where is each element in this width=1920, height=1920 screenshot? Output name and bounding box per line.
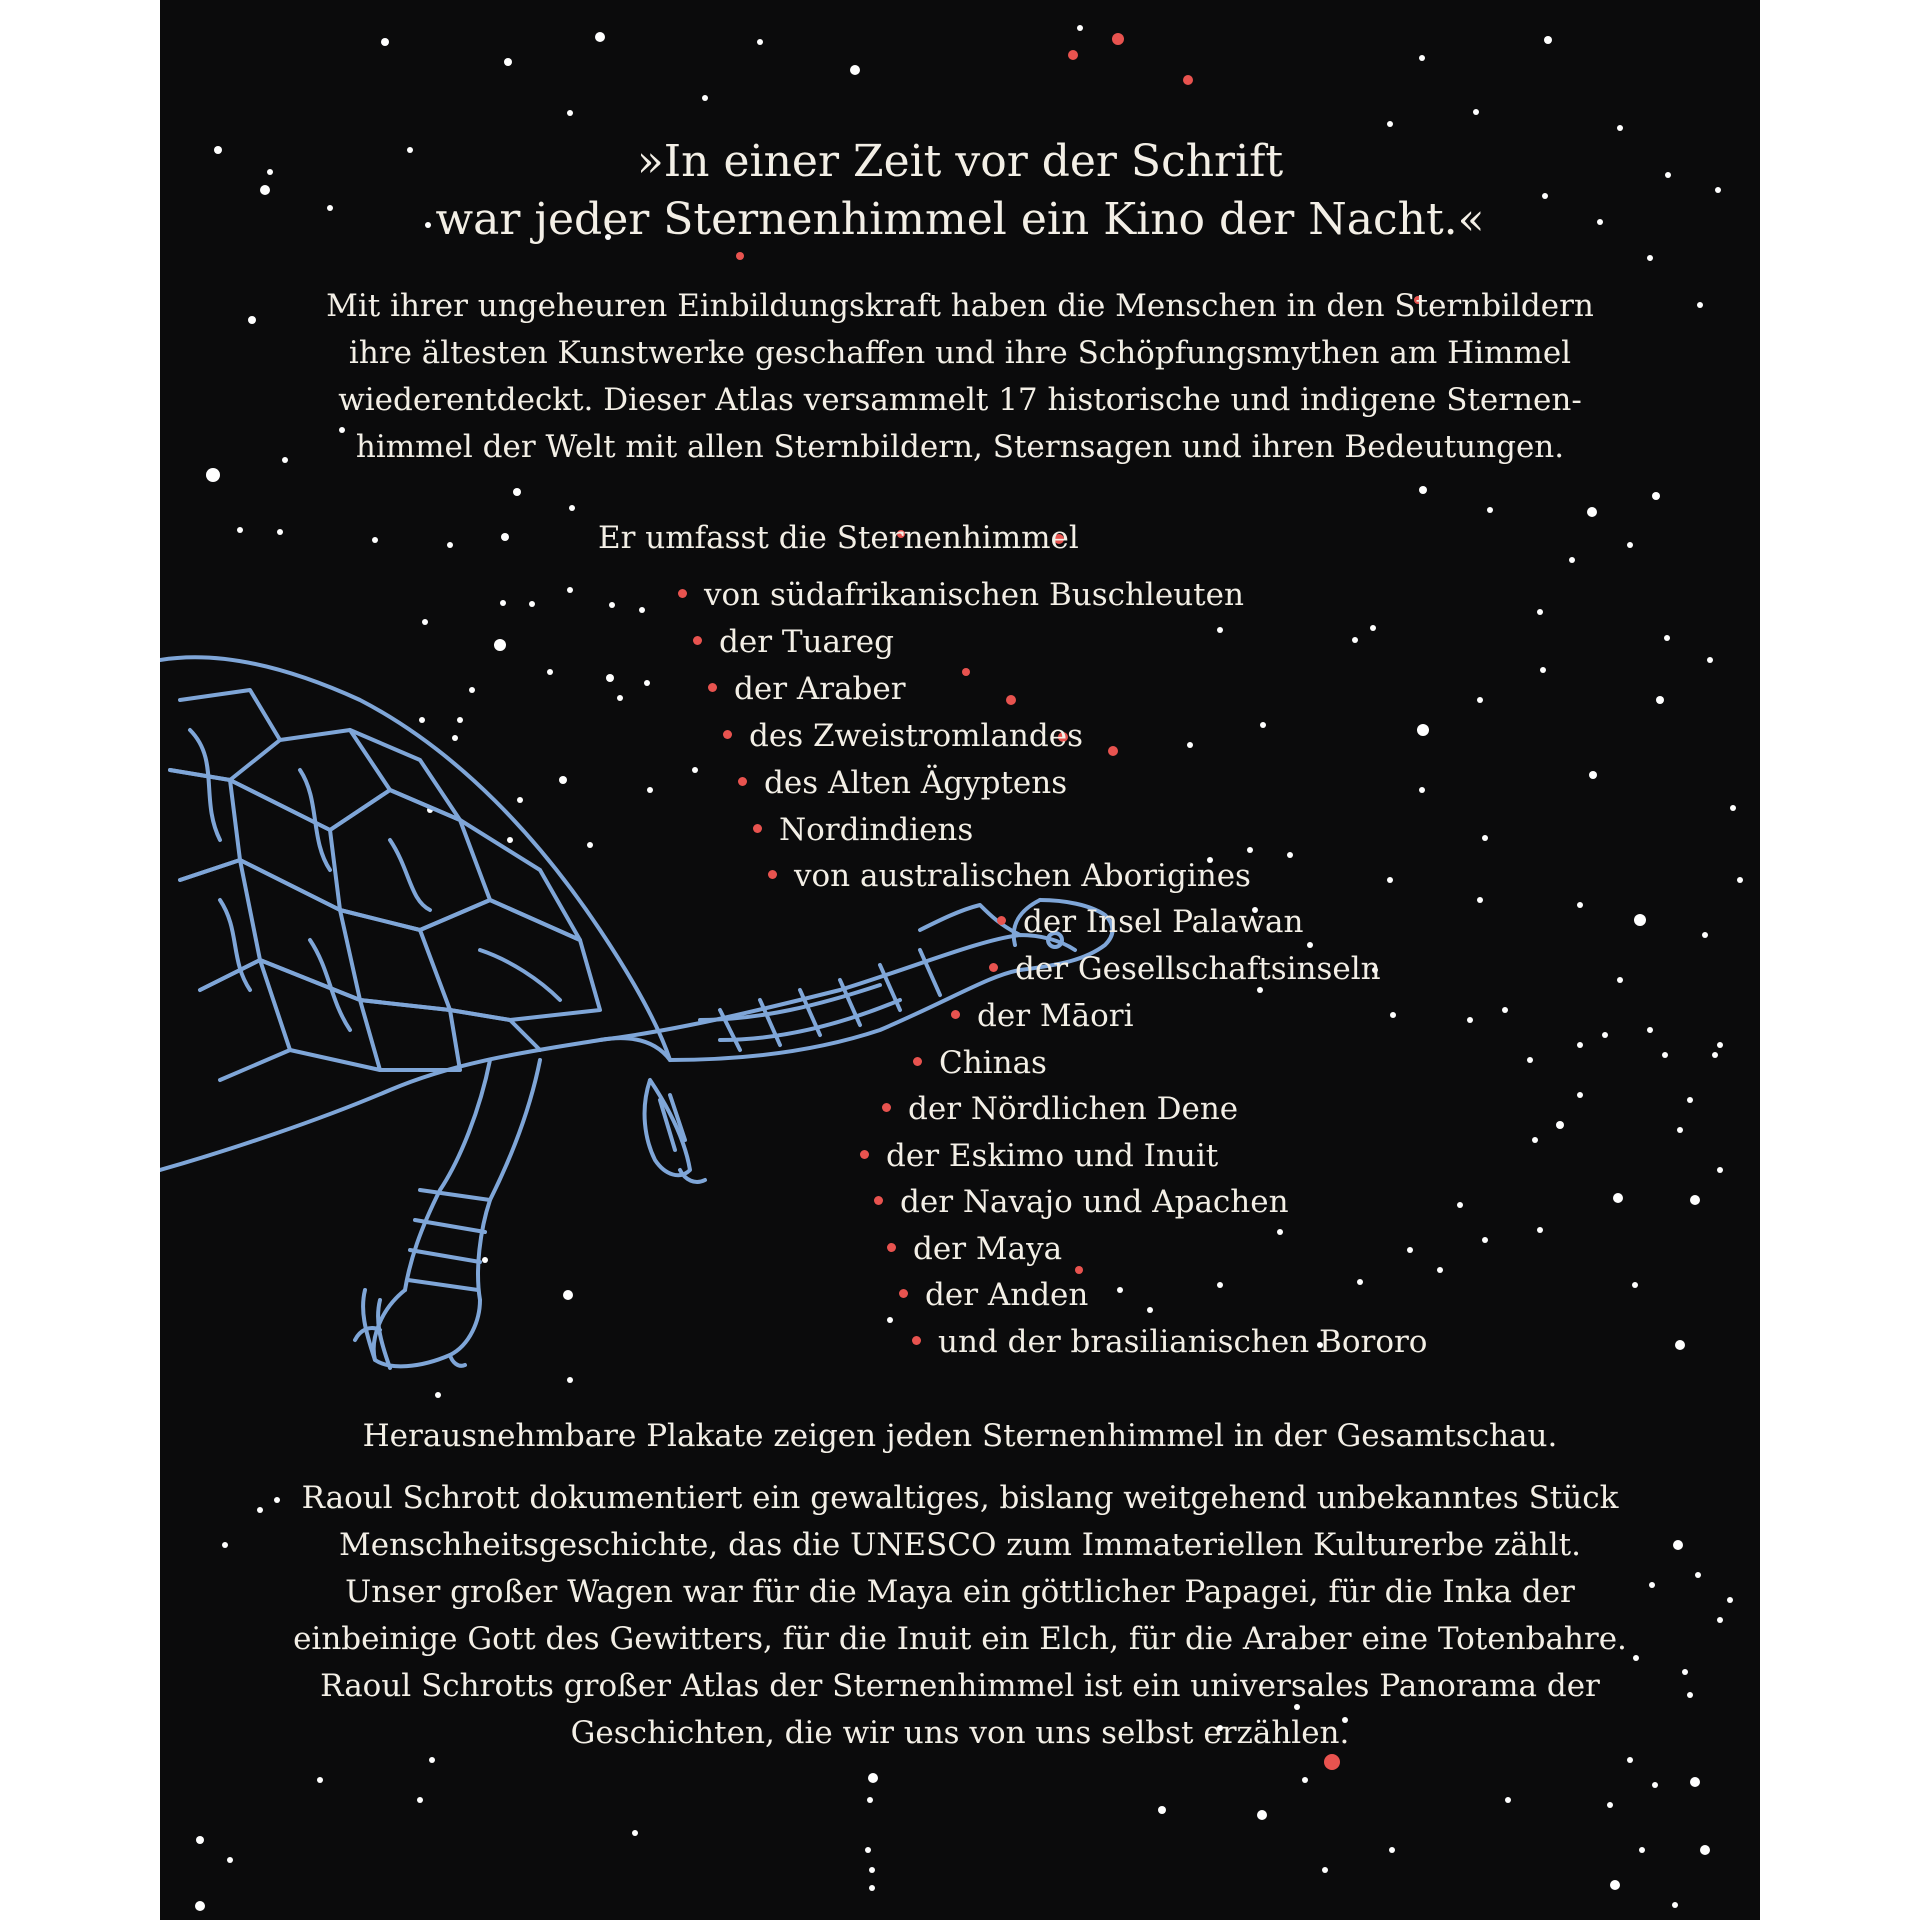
star-icon [768,870,777,879]
star-icon [912,1336,921,1345]
list-item: der Gesellschaftsinseln [989,949,1381,989]
list-item: der Eskimo und Inuit [860,1136,1218,1176]
quote-line-1: »In einer Zeit vor der Schrift [636,136,1284,187]
intro-paragraph [160,283,1760,471]
book-back-cover [160,0,1760,1920]
closing-line: einbeinige Gott des Gewitters, für die Inuit ein Elch, für die Araber eine Totenbahre. [293,1621,1627,1657]
intro-line: ihre ältesten Kunstwerke geschaffen und ihre Schöpfungsmythen am Himmel [348,335,1572,371]
list-item: von australischen Aborigines [768,856,1251,896]
star-icon [951,1010,960,1019]
star-icon [723,730,732,739]
list-item: Nordindiens [753,810,973,850]
star-icon [913,1057,922,1066]
star-icon [887,1243,896,1252]
closing-paragraph [160,1475,1760,1757]
intro-line: himmel der Welt mit allen Sternbildern, Sternsagen und ihren Bedeutungen. [355,429,1565,465]
closing-line: Menschheitsgeschichte, das die UNESCO zum Immateriellen Kulturerbe zählt. [339,1527,1581,1563]
list-item: der Tuareg [693,622,894,662]
star-icon [693,636,702,645]
closing-line: Raoul Schrott dokumentiert ein gewaltiges, bislang weitgehend unbekanntes Stück [301,1480,1619,1516]
star-icon [708,683,717,692]
closing-line: Unser großer Wagen war für die Maya ein göttlicher Papagei, für die Inka der [345,1574,1575,1610]
quote-line-2: war jeder Sternenhimmel ein Kino der Nacht.« [435,194,1485,245]
star-icon [882,1103,891,1112]
star-icon [860,1150,869,1159]
list-item: des Alten Ägyptens [738,763,1067,803]
star-icon [874,1196,883,1205]
quote-title [160,133,1760,249]
star-icon [678,589,687,598]
list-item: der Navajo und Apachen [874,1182,1289,1222]
list-item: der Nördlichen Dene [882,1089,1238,1129]
intro-line: wiederentdeckt. Dieser Atlas versammelt 17 historische und indigene Sternen- [338,382,1582,418]
list-item: der Insel Palawan [997,902,1303,942]
star-icon [989,963,998,972]
star-icon [753,824,762,833]
star-icon [738,777,747,786]
star-icon [997,916,1006,925]
list-item: der Anden [899,1275,1088,1315]
closing-line: Raoul Schrotts großer Atlas der Sternenhimmel ist ein universales Panorama der [320,1668,1600,1704]
list-item: Chinas [913,1043,1047,1083]
posters-line: Herausnehmbare Plakate zeigen jeden Sternenhimmel in der Gesamtschau. [362,1418,1558,1454]
list-item: der Māori [951,996,1133,1036]
list-item: des Zweistromlandes [723,716,1083,756]
list-item: und der brasilianischen Bororo [912,1322,1427,1362]
list-item: der Araber [708,669,906,709]
intro-line: Mit ihrer ungeheuren Einbildungskraft haben die Menschen in den Sternbildern [326,288,1594,324]
star-icon [899,1289,908,1298]
closing-line: Geschichten, die wir uns von uns selbst erzählen. [570,1715,1350,1751]
list-item: der Maya [887,1229,1062,1269]
list-item: von südafrikanischen Buschleuten [678,575,1244,615]
list-heading: Er umfasst die Sternenhimmel [598,520,1079,556]
